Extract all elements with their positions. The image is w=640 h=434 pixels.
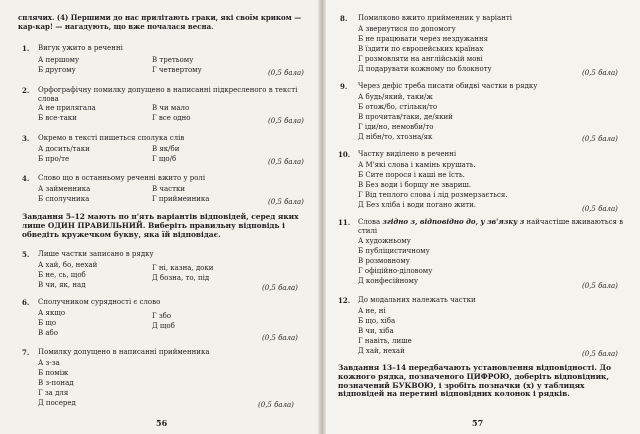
question-stem: Орфографічну помилку допущено в написанні підкресленого в тексті слова [38, 86, 298, 103]
option-d[interactable]: Г ні, казна, доки [152, 264, 214, 272]
book-gutter [318, 0, 326, 434]
option-d[interactable]: Г за для [38, 389, 69, 397]
intro-text: сплячих. (4) Першими до нас прилітають граки, які своїм криком — кар-кар! — нагадують, що вже почалася весна. [18, 13, 302, 31]
question-stem: Слова згідно з, відповідно до, у зв'язку з найчастіше вживаються в стилі [358, 217, 624, 235]
option-a[interactable]: А якщо [38, 309, 66, 317]
question-stem: Частку виділено в реченні [358, 150, 457, 158]
option-c[interactable]: В розмовному [358, 257, 410, 265]
option-d[interactable]: Г четвертому [152, 66, 202, 74]
option-c[interactable]: В чи мало [152, 104, 190, 112]
option-e[interactable]: Д Без хліба і води погано жити. [358, 201, 477, 209]
option-b[interactable]: Б отож/бо, стільки/то [358, 103, 438, 111]
option-a[interactable]: А звернутися по допомогу [358, 25, 456, 33]
option-c[interactable]: В як/би [152, 145, 180, 153]
question-number: 10. [338, 150, 351, 159]
option-c[interactable]: В Без води і борщу не звариш. [358, 181, 472, 189]
option-e[interactable]: Д щоб [152, 322, 175, 330]
option-d[interactable]: Г навіть, лише [358, 337, 412, 345]
option-c[interactable]: В третьому [152, 56, 194, 64]
option-c[interactable]: В чи, як, над [38, 281, 86, 289]
option-a[interactable]: А будь/який, таки/ж [358, 93, 433, 101]
question-number: 4. [22, 174, 30, 183]
score: (0,5 бала) [262, 334, 298, 342]
score: (0,5 бала) [582, 282, 618, 290]
question-stem: Помилково вжито прийменник у варіанті [358, 14, 512, 22]
option-d[interactable]: Г розмовляти на англійській мові [358, 55, 483, 63]
right-page [322, 0, 640, 434]
question-stem: До модальних належать частки [358, 296, 476, 304]
option-b[interactable]: Б поміж [38, 369, 69, 377]
question-number: 1. [22, 44, 30, 53]
option-c[interactable]: В їздити по європейських країнах [358, 45, 484, 53]
option-a[interactable]: А не, ні [358, 307, 386, 315]
option-d[interactable]: Г збо [152, 312, 172, 320]
option-b[interactable]: Б про/те [38, 155, 70, 163]
option-b[interactable]: Б Сите порося і каші не їсть. [358, 171, 465, 179]
score: (0,5 бала) [582, 135, 618, 143]
option-d[interactable]: Г приймеиника [152, 195, 210, 203]
option-e[interactable]: Д нібн/то, хтозна/як [358, 133, 433, 141]
question-stem: Окремо в тексті пишеться сполука слів [38, 134, 185, 142]
page-number: 56 [156, 418, 168, 428]
option-c[interactable]: В чи, хіба [358, 327, 394, 335]
score: (0,5 бала) [268, 198, 304, 206]
option-d[interactable]: Г що/б [152, 155, 177, 163]
option-a[interactable]: А не прилягала [38, 104, 96, 112]
score: (0,5 бала) [268, 158, 304, 166]
option-a[interactable]: А першому [38, 56, 80, 64]
option-b[interactable]: Б сполучника [38, 195, 90, 203]
question-stem: Слово що в останньому реченні вжито у ролі [38, 174, 206, 182]
option-e[interactable]: Д конфесійному [358, 277, 419, 285]
option-a[interactable]: А займенника [38, 185, 91, 193]
option-d[interactable]: Г Від теплого слова і лід розмерзається. [358, 191, 508, 199]
question-stem: Лише частки записано в рядку [38, 250, 154, 258]
option-e[interactable]: Д бозна, то, під [152, 274, 210, 282]
question-number: 12. [338, 296, 351, 305]
option-a[interactable]: А хай, бо, нехай [38, 261, 98, 269]
option-b[interactable]: Б все-таки [38, 114, 77, 122]
question-stem: Сполучником сурядності є слово [38, 298, 161, 306]
question-stem: Вигук ужито в реченні [38, 44, 123, 52]
task-instruction: Завдання 5–12 мають по п'ять варіантів відповідей, серед яких лише ОДИН ПРАВИЛЬНИЙ. Виберіть правильну відповідь і обведіть кружечком букву, яка їй відповідає. [22, 212, 299, 239]
score: (0,5 бала) [262, 284, 298, 292]
option-e[interactable]: Д подарувати кожному по блокноту [358, 65, 492, 73]
question-stem: Помилку допущено в написанні прийменника [38, 348, 210, 356]
option-b[interactable]: Б публіцистичному [358, 247, 430, 255]
question-number: 3. [22, 134, 30, 143]
question-number: 2. [22, 86, 30, 95]
option-d[interactable]: Г все одно [152, 114, 191, 122]
option-e[interactable]: Д посеред [38, 399, 76, 407]
question-number: 9. [340, 82, 348, 91]
question-number: 8. [340, 14, 348, 23]
question-stem: Через дефіс треба писати обидві частки в рядку [358, 82, 538, 90]
question-number: 11. [338, 218, 351, 227]
score: (0,5 бала) [268, 69, 304, 77]
option-a[interactable]: А з-за [38, 359, 60, 367]
option-c[interactable]: В або [38, 329, 58, 337]
option-d[interactable]: Г офіційно-діловому [358, 267, 433, 275]
option-b[interactable]: Б що [38, 319, 57, 327]
option-e[interactable]: Д хай, нехай [358, 347, 405, 355]
option-c[interactable]: В частки [152, 185, 186, 193]
score: (0,5 бала) [582, 69, 618, 77]
question-number: 5. [22, 250, 30, 259]
page-number: 57 [472, 418, 484, 428]
option-d[interactable]: Г іди/но, немовби/то [358, 123, 434, 131]
option-c[interactable]: В прочитав/таки, де/який [358, 113, 453, 121]
score: (0,5 бала) [268, 117, 304, 125]
score: (0,5 бала) [258, 401, 294, 409]
score: (0,5 бала) [582, 205, 618, 213]
question-number: 6. [22, 298, 30, 307]
score: (0,5 бала) [582, 350, 618, 358]
option-b[interactable]: Б що, хіба [358, 317, 396, 325]
option-b[interactable]: Б не працювати через нездужання [358, 35, 489, 43]
option-a[interactable]: А художньому [358, 237, 411, 245]
task-instruction: Завдання 13–14 передбачають установлення відповідності. До кожного рядка, позначеного ЦИФРОЮ, доберіть відповідник, позначений БУКВОЮ, і зробіть позначки (х) у таблицях відповідей на перетині відповідних колонок і рядків. [338, 363, 612, 399]
question-number: 7. [22, 348, 30, 357]
option-c[interactable]: В з-понад [38, 379, 74, 387]
option-a[interactable]: А М'які слова і камінь крушать. [358, 161, 476, 169]
option-b[interactable]: Б другому [38, 66, 76, 74]
option-a[interactable]: А досить/таки [38, 145, 90, 153]
option-b[interactable]: Б не, сь, щоб [38, 271, 86, 279]
